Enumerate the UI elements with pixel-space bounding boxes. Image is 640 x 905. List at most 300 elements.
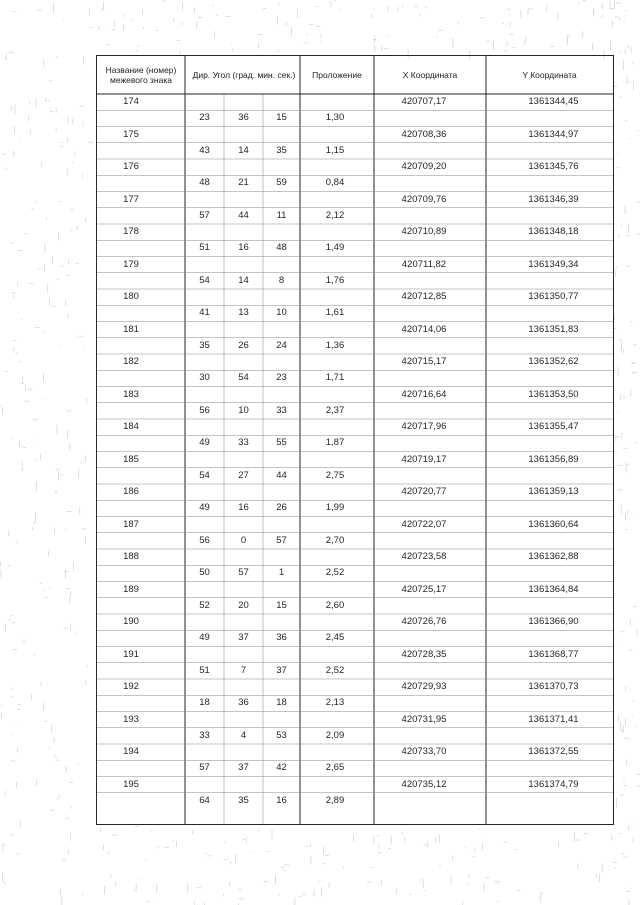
scan-speck [24, 640, 25, 643]
scan-speck [54, 527, 55, 533]
scan-speck [321, 887, 322, 896]
scan-speck [3, 883, 5, 884]
scan-speck [567, 36, 570, 37]
scan-speck [582, 0, 586, 1]
scan-speck [132, 20, 134, 21]
y-coordinate: 1361351,83 [528, 323, 579, 335]
scan-speck [5, 624, 6, 631]
scan-speck [617, 412, 618, 413]
scan-speck [11, 615, 13, 616]
angle-seconds: 42 [276, 762, 287, 774]
scan-speck [617, 154, 618, 155]
scan-speck [68, 313, 69, 317]
scan-speck [68, 850, 69, 854]
angle-minutes: 16 [238, 502, 249, 514]
point-name: 177 [123, 193, 139, 205]
scan-speck [20, 138, 21, 139]
scan-speck [379, 844, 380, 849]
scan-speck [480, 18, 484, 19]
x-coordinate: 420731,95 [401, 713, 447, 725]
segment-length: 1,36 [325, 339, 345, 351]
x-coordinate: 420712,85 [401, 291, 447, 302]
scan-speck [162, 1, 166, 2]
scan-speck [320, 34, 321, 38]
scan-speck [550, 46, 554, 47]
scan-speck [272, 830, 273, 839]
angle-minutes: 20 [238, 599, 249, 611]
header-length: Проложение [312, 70, 362, 80]
scan-speck [397, 888, 398, 894]
scan-speck [123, 24, 124, 30]
x-coordinate: 420707,17 [401, 96, 447, 107]
scan-speck [629, 139, 631, 140]
scan-speck [36, 482, 37, 491]
angle-seconds: 11 [276, 209, 287, 221]
scan-speck [630, 650, 632, 651]
scan-speck [1, 713, 2, 719]
point-name: 191 [123, 648, 139, 660]
scan-speck [68, 169, 69, 176]
y-coordinate: 1361352,62 [528, 356, 579, 367]
scan-speck [50, 111, 54, 112]
point-name: 195 [123, 778, 139, 790]
angle-minutes: 16 [238, 242, 249, 254]
scan-speck [4, 59, 7, 60]
scan-speck [495, 881, 500, 882]
segment-length: 2,37 [325, 404, 345, 416]
scan-speck [182, 23, 183, 26]
segment-length: 2,70 [325, 534, 345, 546]
scan-speck [194, 901, 195, 905]
segment-length: 2,65 [325, 762, 345, 774]
scan-speck [36, 440, 38, 441]
angle-degrees: 23 [199, 112, 210, 124]
scan-speck [68, 260, 69, 264]
scan-speck [39, 583, 41, 584]
x-coordinate: 420729,93 [401, 681, 447, 692]
scan-speck [56, 490, 57, 494]
scan-speck [636, 234, 640, 235]
angle-minutes: 13 [238, 307, 249, 319]
scan-speck [242, 839, 245, 840]
scan-speck [436, 837, 437, 843]
scan-speck [60, 146, 63, 147]
scan-speck [625, 120, 627, 121]
scan-speck [303, 43, 307, 44]
scan-speck [315, 6, 319, 7]
scan-speck [11, 439, 13, 440]
point-name: 193 [123, 713, 139, 725]
scan-speck [624, 212, 627, 213]
segment-length: 0,84 [325, 177, 345, 189]
scan-speck [77, 764, 79, 765]
scan-speck [165, 847, 169, 848]
scan-speck [298, 896, 301, 897]
scan-speck [59, 346, 60, 347]
scan-speck [145, 860, 146, 861]
scan-speck [334, 0, 335, 1]
scan-speck [157, 883, 158, 893]
scan-speck [12, 12, 17, 13]
scan-speck [612, 835, 613, 841]
scan-speck [56, 760, 60, 761]
angle-seconds: 48 [276, 242, 287, 254]
scan-speck [67, 430, 68, 438]
y-coordinate: 1361374,79 [528, 778, 579, 790]
x-coordinate: 420720,77 [401, 486, 447, 497]
x-coordinate: 420717,96 [401, 421, 447, 432]
scan-speck [620, 795, 624, 796]
point-name: 190 [123, 616, 139, 627]
scan-speck [620, 394, 621, 400]
scan-speck [143, 27, 144, 29]
scan-speck [458, 22, 459, 25]
angle-minutes: 14 [238, 144, 249, 156]
angle-seconds: 26 [276, 502, 287, 514]
scan-speck [5, 792, 7, 793]
angle-minutes: 26 [238, 339, 249, 351]
scan-speck [58, 471, 59, 480]
angle-seconds: 44 [276, 469, 287, 481]
point-name: 180 [123, 291, 139, 302]
scan-speck [31, 694, 32, 699]
scan-speck [13, 151, 14, 157]
point-name: 182 [123, 356, 139, 367]
scan-speck [578, 864, 579, 870]
scan-speck [624, 785, 627, 786]
scan-speck [628, 46, 629, 49]
scan-speck [78, 336, 82, 337]
scan-speck [207, 856, 211, 857]
scan-speck [43, 332, 45, 333]
scan-speck [33, 419, 38, 420]
scan-speck [116, 882, 117, 886]
scan-speck [596, 874, 597, 879]
scan-speck [109, 851, 110, 855]
scan-speck [583, 31, 584, 38]
scan-speck [17, 282, 18, 286]
point-name: 174 [123, 96, 139, 107]
x-coordinate: 420714,06 [401, 323, 447, 335]
scan-speck [70, 230, 73, 231]
scan-speck [77, 631, 78, 633]
scan-speck [158, 846, 159, 849]
scan-speck [44, 60, 45, 67]
point-name: 179 [123, 258, 139, 270]
scan-speck [584, 833, 588, 834]
scan-speck [436, 37, 438, 38]
scan-speck [637, 630, 638, 636]
angle-seconds: 15 [276, 599, 287, 611]
scan-speck [621, 223, 622, 225]
scan-speck [83, 122, 84, 125]
angle-minutes: 7 [240, 664, 247, 676]
scan-speck [28, 389, 33, 390]
scan-speck [0, 406, 2, 407]
scan-speck [40, 454, 41, 460]
scan-speck [49, 297, 50, 305]
scan-speck [619, 18, 620, 21]
x-coordinate: 420722,07 [401, 518, 447, 530]
x-coordinate: 420735,12 [401, 778, 447, 790]
scan-speck [618, 367, 619, 376]
scan-speck [338, 9, 340, 10]
angle-minutes: 0 [240, 534, 247, 546]
scan-speck [493, 41, 494, 50]
segment-length: 1,49 [325, 242, 345, 254]
scan-speck [82, 126, 84, 127]
scan-speck [60, 889, 61, 895]
angle-degrees: 49 [199, 632, 210, 644]
scan-speck [631, 888, 632, 889]
scan-speck [246, 837, 247, 844]
scan-speck [20, 820, 21, 827]
scan-speck [28, 283, 33, 284]
y-coordinate: 1361355,47 [528, 421, 579, 432]
scan-speck [509, 14, 511, 15]
scan-speck [628, 223, 629, 233]
scan-speck [504, 51, 508, 52]
scan-speck [34, 655, 36, 656]
scan-speck [6, 52, 7, 58]
scan-speck [626, 759, 627, 766]
angle-seconds: 23 [276, 372, 287, 384]
scan-speck [619, 340, 622, 341]
scan-speck [66, 588, 70, 589]
scan-speck [103, 845, 104, 850]
scan-speck [546, 6, 547, 11]
scan-speck [630, 322, 633, 323]
scan-speck [63, 19, 64, 20]
scan-speck [156, 30, 159, 31]
scan-speck [9, 531, 10, 537]
scan-speck [631, 389, 632, 397]
scan-speck [87, 665, 88, 667]
scan-speck [30, 129, 31, 133]
scan-speck [610, 1, 611, 10]
scan-speck [15, 353, 19, 354]
scan-speck [15, 105, 16, 114]
scan-speck [61, 266, 63, 267]
scan-speck [615, 867, 616, 869]
scan-speck [223, 893, 224, 896]
scan-speck [176, 841, 177, 847]
scan-speck [574, 833, 576, 834]
scan-speck [17, 250, 22, 251]
angle-minutes: 33 [238, 437, 249, 449]
scan-speck [264, 881, 268, 882]
segment-length: 1,71 [325, 372, 345, 384]
scan-speck [614, 1, 615, 9]
scan-speck [612, 21, 613, 28]
scan-speck [306, 846, 309, 847]
scan-speck [136, 884, 137, 891]
scan-speck [558, 843, 559, 848]
scan-speck [3, 843, 4, 851]
scan-speck [17, 540, 18, 544]
angle-degrees: 52 [199, 599, 210, 611]
header-direction-angle: Дир. Угол (град. мин. сек.) [192, 70, 296, 80]
scan-speck [43, 373, 44, 381]
x-coordinate: 420711,82 [401, 258, 447, 270]
scan-speck [83, 57, 84, 65]
scan-speck [631, 362, 636, 363]
scan-speck [18, 704, 22, 705]
scan-speck [21, 319, 23, 320]
scan-speck [405, 837, 406, 844]
scan-speck [62, 859, 66, 860]
scan-speck [12, 623, 15, 624]
scan-speck [11, 106, 12, 111]
scan-speck [73, 563, 74, 572]
scan-speck [73, 119, 74, 125]
scan-speck [594, 8, 595, 13]
angle-seconds: 35 [276, 144, 287, 156]
scan-speck [46, 101, 50, 102]
scan-speck [6, 168, 7, 170]
scan-speck [623, 61, 624, 70]
angle-minutes: 57 [238, 567, 249, 579]
scan-speck [278, 4, 280, 5]
angle-minutes: 44 [238, 209, 249, 221]
scan-speck [558, 13, 559, 20]
scan-speck [25, 385, 26, 391]
angle-minutes: 21 [238, 177, 249, 189]
angle-degrees: 41 [199, 307, 210, 319]
scan-speck [633, 344, 636, 345]
scan-speck [615, 640, 616, 641]
scan-speck [622, 729, 623, 733]
scan-speck [636, 774, 640, 775]
scan-speck [18, 362, 21, 363]
scan-speck [608, 866, 610, 867]
segment-length: 2,09 [325, 729, 345, 741]
scan-speck [614, 317, 615, 320]
scan-speck [52, 257, 53, 264]
scan-speck [58, 233, 59, 241]
scan-speck [198, 17, 203, 18]
scan-speck [230, 862, 231, 865]
scan-speck [32, 527, 33, 530]
x-coordinate: 420708,36 [401, 128, 447, 140]
scan-speck [626, 82, 629, 83]
scan-speck [630, 619, 631, 625]
scan-speck [486, 41, 489, 42]
scan-speck [2, 407, 3, 415]
scan-speck [626, 10, 628, 11]
scan-speck [373, 9, 374, 10]
scan-speck [69, 444, 70, 450]
scan-speck [70, 832, 71, 841]
scan-speck [634, 372, 638, 373]
scan-speck [99, 26, 100, 30]
angle-degrees: 51 [199, 664, 210, 676]
scan-speck [41, 681, 42, 686]
scan-speck [633, 838, 634, 842]
scan-speck [235, 854, 236, 863]
scan-speck [67, 511, 71, 512]
scan-speck [11, 688, 12, 690]
scan-speck [86, 681, 87, 686]
scan-speck [103, 2, 104, 10]
scan-speck [635, 726, 637, 727]
scan-speck [224, 842, 226, 843]
scan-speck [41, 162, 42, 166]
scan-speck [388, 35, 390, 36]
segment-length: 2,52 [325, 664, 345, 676]
scan-speck [377, 835, 379, 836]
scan-speck [593, 10, 594, 16]
scan-speck [142, 9, 143, 15]
point-name: 186 [123, 486, 139, 497]
scan-speck [68, 116, 69, 123]
scan-speck [375, 35, 376, 43]
scan-speck [106, 45, 110, 46]
header-x-coordinate: X Координата [402, 70, 458, 80]
scan-speck [192, 831, 193, 834]
scan-speck [425, 8, 428, 9]
scan-speck [64, 628, 69, 629]
scan-speck [618, 490, 622, 491]
scan-speck [602, 4, 603, 10]
scan-speck [229, 882, 230, 886]
scan-speck [188, 884, 189, 893]
x-coordinate: 420725,17 [401, 583, 447, 595]
scan-speck [619, 833, 622, 834]
angle-degrees: 56 [199, 534, 210, 546]
scan-speck [69, 782, 73, 783]
point-name: 188 [123, 551, 139, 562]
scan-speck [89, 8, 90, 16]
y-coordinate: 1361360,64 [528, 518, 579, 530]
scan-speck [623, 21, 625, 22]
scan-speck [331, 1, 332, 7]
scan-speck [631, 47, 632, 53]
angle-minutes: 10 [238, 404, 249, 416]
segment-length: 2,89 [325, 794, 345, 806]
scan-speck [70, 624, 71, 632]
scan-speck [512, 48, 516, 49]
angle-degrees: 51 [199, 242, 210, 254]
boundary-coordinates-table [96, 55, 614, 825]
scan-speck [419, 880, 421, 881]
point-name: 175 [123, 128, 139, 140]
scan-speck [90, 27, 93, 28]
scan-speck [526, 36, 527, 42]
scan-speck [528, 9, 533, 10]
x-coordinate: 420709,76 [401, 193, 447, 205]
scan-speck [306, 34, 308, 35]
scan-speck [503, 842, 507, 843]
scan-speck [84, 346, 85, 347]
scan-speck [66, 766, 67, 772]
scan-speck [36, 98, 37, 107]
angle-minutes: 54 [238, 372, 249, 384]
scan-speck [632, 716, 633, 717]
scan-speck [375, 45, 376, 52]
scan-speck [402, 831, 403, 834]
scan-speck [367, 882, 372, 883]
scan-speck [510, 22, 511, 27]
scan-speck [24, 233, 27, 234]
scan-speck [475, 847, 476, 850]
scan-speck [297, 9, 298, 18]
scan-speck [602, 15, 603, 18]
scan-speck [325, 855, 330, 856]
scan-speck [627, 510, 628, 515]
scan-speck [618, 465, 623, 466]
scan-speck [5, 845, 7, 846]
